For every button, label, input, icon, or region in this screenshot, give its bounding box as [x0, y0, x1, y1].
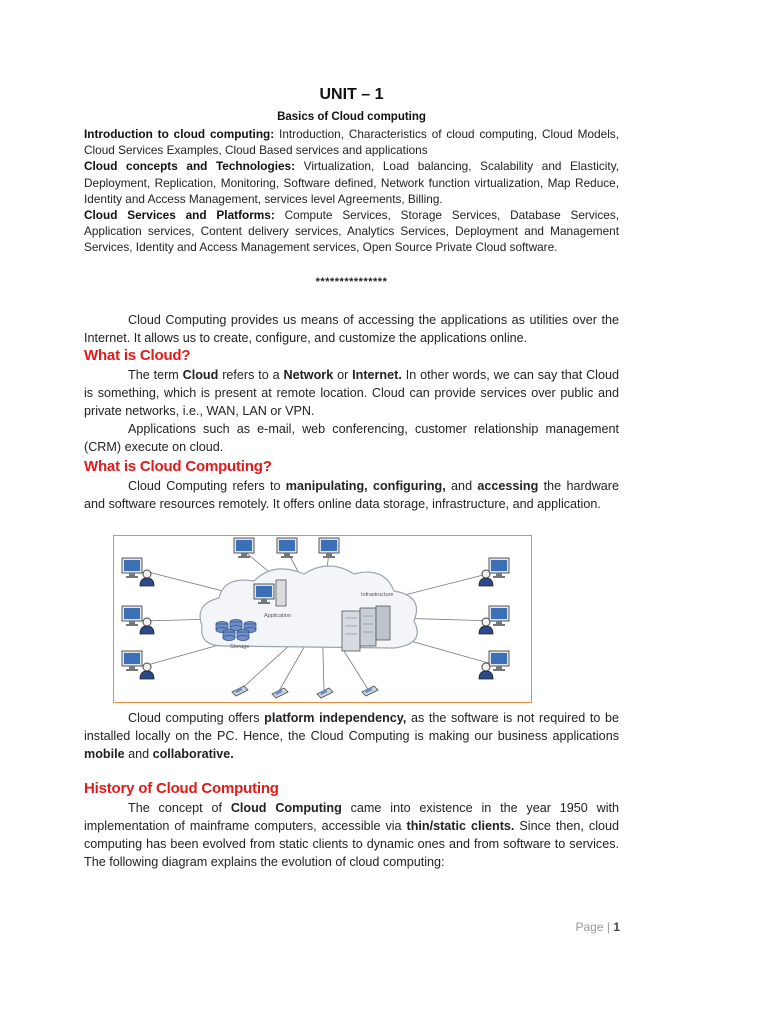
- unit-subtitle: Basics of Cloud computing: [277, 111, 426, 123]
- text-run: and: [124, 747, 153, 761]
- mobile-device-icon: [362, 686, 378, 696]
- computing-section: [84, 458, 619, 513]
- syllabus-label: Cloud concepts and Technologies:: [84, 159, 296, 174]
- terminal-icon: [234, 538, 254, 558]
- text-run: In other words, we can say that Cloud is something, which is present at remote location. Cloud can provide services over public and private networks, i.e., WAN, LAN or VPN.: [84, 368, 619, 418]
- cloud-network-diagram: [114, 536, 530, 701]
- storage-label: Storage: [230, 644, 250, 650]
- syllabus-label: Introduction to cloud computing:: [84, 127, 275, 141]
- syllabus-services: [84, 207, 619, 256]
- text-run: refers to a: [218, 368, 284, 382]
- client-workstation-icon: [122, 651, 154, 679]
- syllabus-block: [84, 126, 619, 256]
- terminal-icon: [319, 538, 339, 558]
- bold-term: collaborative.: [152, 747, 234, 761]
- intro-text: Cloud Computing provides us means of accessing the applications as utilities over the Internet. It allows us to create, configure, and customize the applications online.: [84, 313, 619, 345]
- bold-term: accessing: [477, 479, 539, 493]
- syllabus-intro: [84, 126, 619, 158]
- syllabus-text: Compute Services, Storage Services, Database Services, Application services, Content delivery services, Analytics Services, Deployment and Management Services, Identity and Access Management services, Open Source Private Cloud software.: [84, 208, 620, 255]
- mobile-device-icon: [232, 686, 248, 696]
- text-run: The term: [128, 368, 183, 382]
- application-label: Application: [264, 613, 291, 619]
- platform-text: [84, 709, 619, 763]
- heading-what-is-cloud-computing: What is Cloud Computing?: [84, 458, 272, 475]
- text-run: and: [445, 479, 478, 493]
- client-workstation-icon: [479, 558, 509, 586]
- text-run: Cloud computing offers: [128, 711, 265, 725]
- cloud-applications: Applications such as e-mail, web conferencing, customer relationship management (CRM) execute on cloud.: [84, 422, 619, 454]
- terminal-icon: [277, 538, 297, 558]
- cloud-section: [84, 347, 619, 456]
- unit-title: UNIT – 1: [319, 86, 384, 103]
- page-number: 1: [613, 920, 620, 934]
- text-run: as the software is not required to be installed locally on the PC. Hence, the Cloud Computing is making our business applications: [84, 711, 619, 743]
- page-footer: [576, 920, 621, 934]
- bold-term: platform independency,: [264, 711, 407, 725]
- syllabus-text: Introduction, Characteristics of cloud computing, Cloud Models, Cloud Services Examples, Cloud Based services and applications: [84, 127, 619, 158]
- cloud-network-figure: [113, 535, 532, 703]
- intro-paragraph: [84, 311, 619, 347]
- syllabus-label: Cloud Services and Platforms:: [84, 208, 275, 223]
- computing-definition: [84, 477, 619, 513]
- bold-term: thin/static clients.: [406, 819, 515, 833]
- heading-what-is-cloud: What is Cloud?: [84, 347, 191, 364]
- bold-term: Cloud Computing: [230, 801, 342, 815]
- bold-term: manipulating, configuring,: [285, 479, 446, 493]
- text-run: the hardware and software resources remotely. It offers online data storage, infrastructure, and application.: [84, 479, 619, 511]
- bold-term: Network: [283, 368, 334, 382]
- client-workstation-icon: [479, 606, 509, 634]
- syllabus-concepts: [84, 158, 619, 207]
- text-run: or: [333, 368, 353, 382]
- client-workstation-icon: [122, 606, 154, 634]
- text-run: Since then, cloud computing has been evolved from static clients to dynamic ones and from software to services. The following diagram explains the evolution of cloud computing:: [84, 819, 619, 869]
- mobile-device-icon: [317, 688, 333, 698]
- text-run: Cloud Computing refers to: [128, 479, 286, 493]
- bold-term: Internet.: [352, 368, 402, 382]
- platform-paragraph: [84, 709, 619, 763]
- text-run: The concept of: [128, 801, 231, 815]
- text-run: came into existence in the year 1950 with implementation of mainframe computers, accessible via: [84, 801, 620, 833]
- syllabus-text: Virtualization, Load balancing, Scalability and Elasticity, Deployment, Replication, Monitoring, Software defined, Network function virtualization, Map Reduce, Identity and Access Management, services level Agreements, Billing.: [84, 159, 619, 206]
- bold-term: mobile: [84, 747, 125, 761]
- footer-label: Page |: [575, 920, 614, 934]
- separator: ***************: [315, 276, 388, 288]
- application-server-icon: [254, 580, 286, 606]
- history-text: [84, 799, 619, 871]
- cloud-definition: [84, 366, 619, 420]
- heading-history: History of Cloud Computing: [84, 780, 279, 797]
- client-workstation-icon: [122, 558, 154, 586]
- history-section: [84, 780, 619, 871]
- client-workstation-icon: [479, 651, 509, 679]
- bold-term: Cloud: [182, 368, 219, 382]
- infrastructure-label: Infrastructure: [361, 592, 394, 598]
